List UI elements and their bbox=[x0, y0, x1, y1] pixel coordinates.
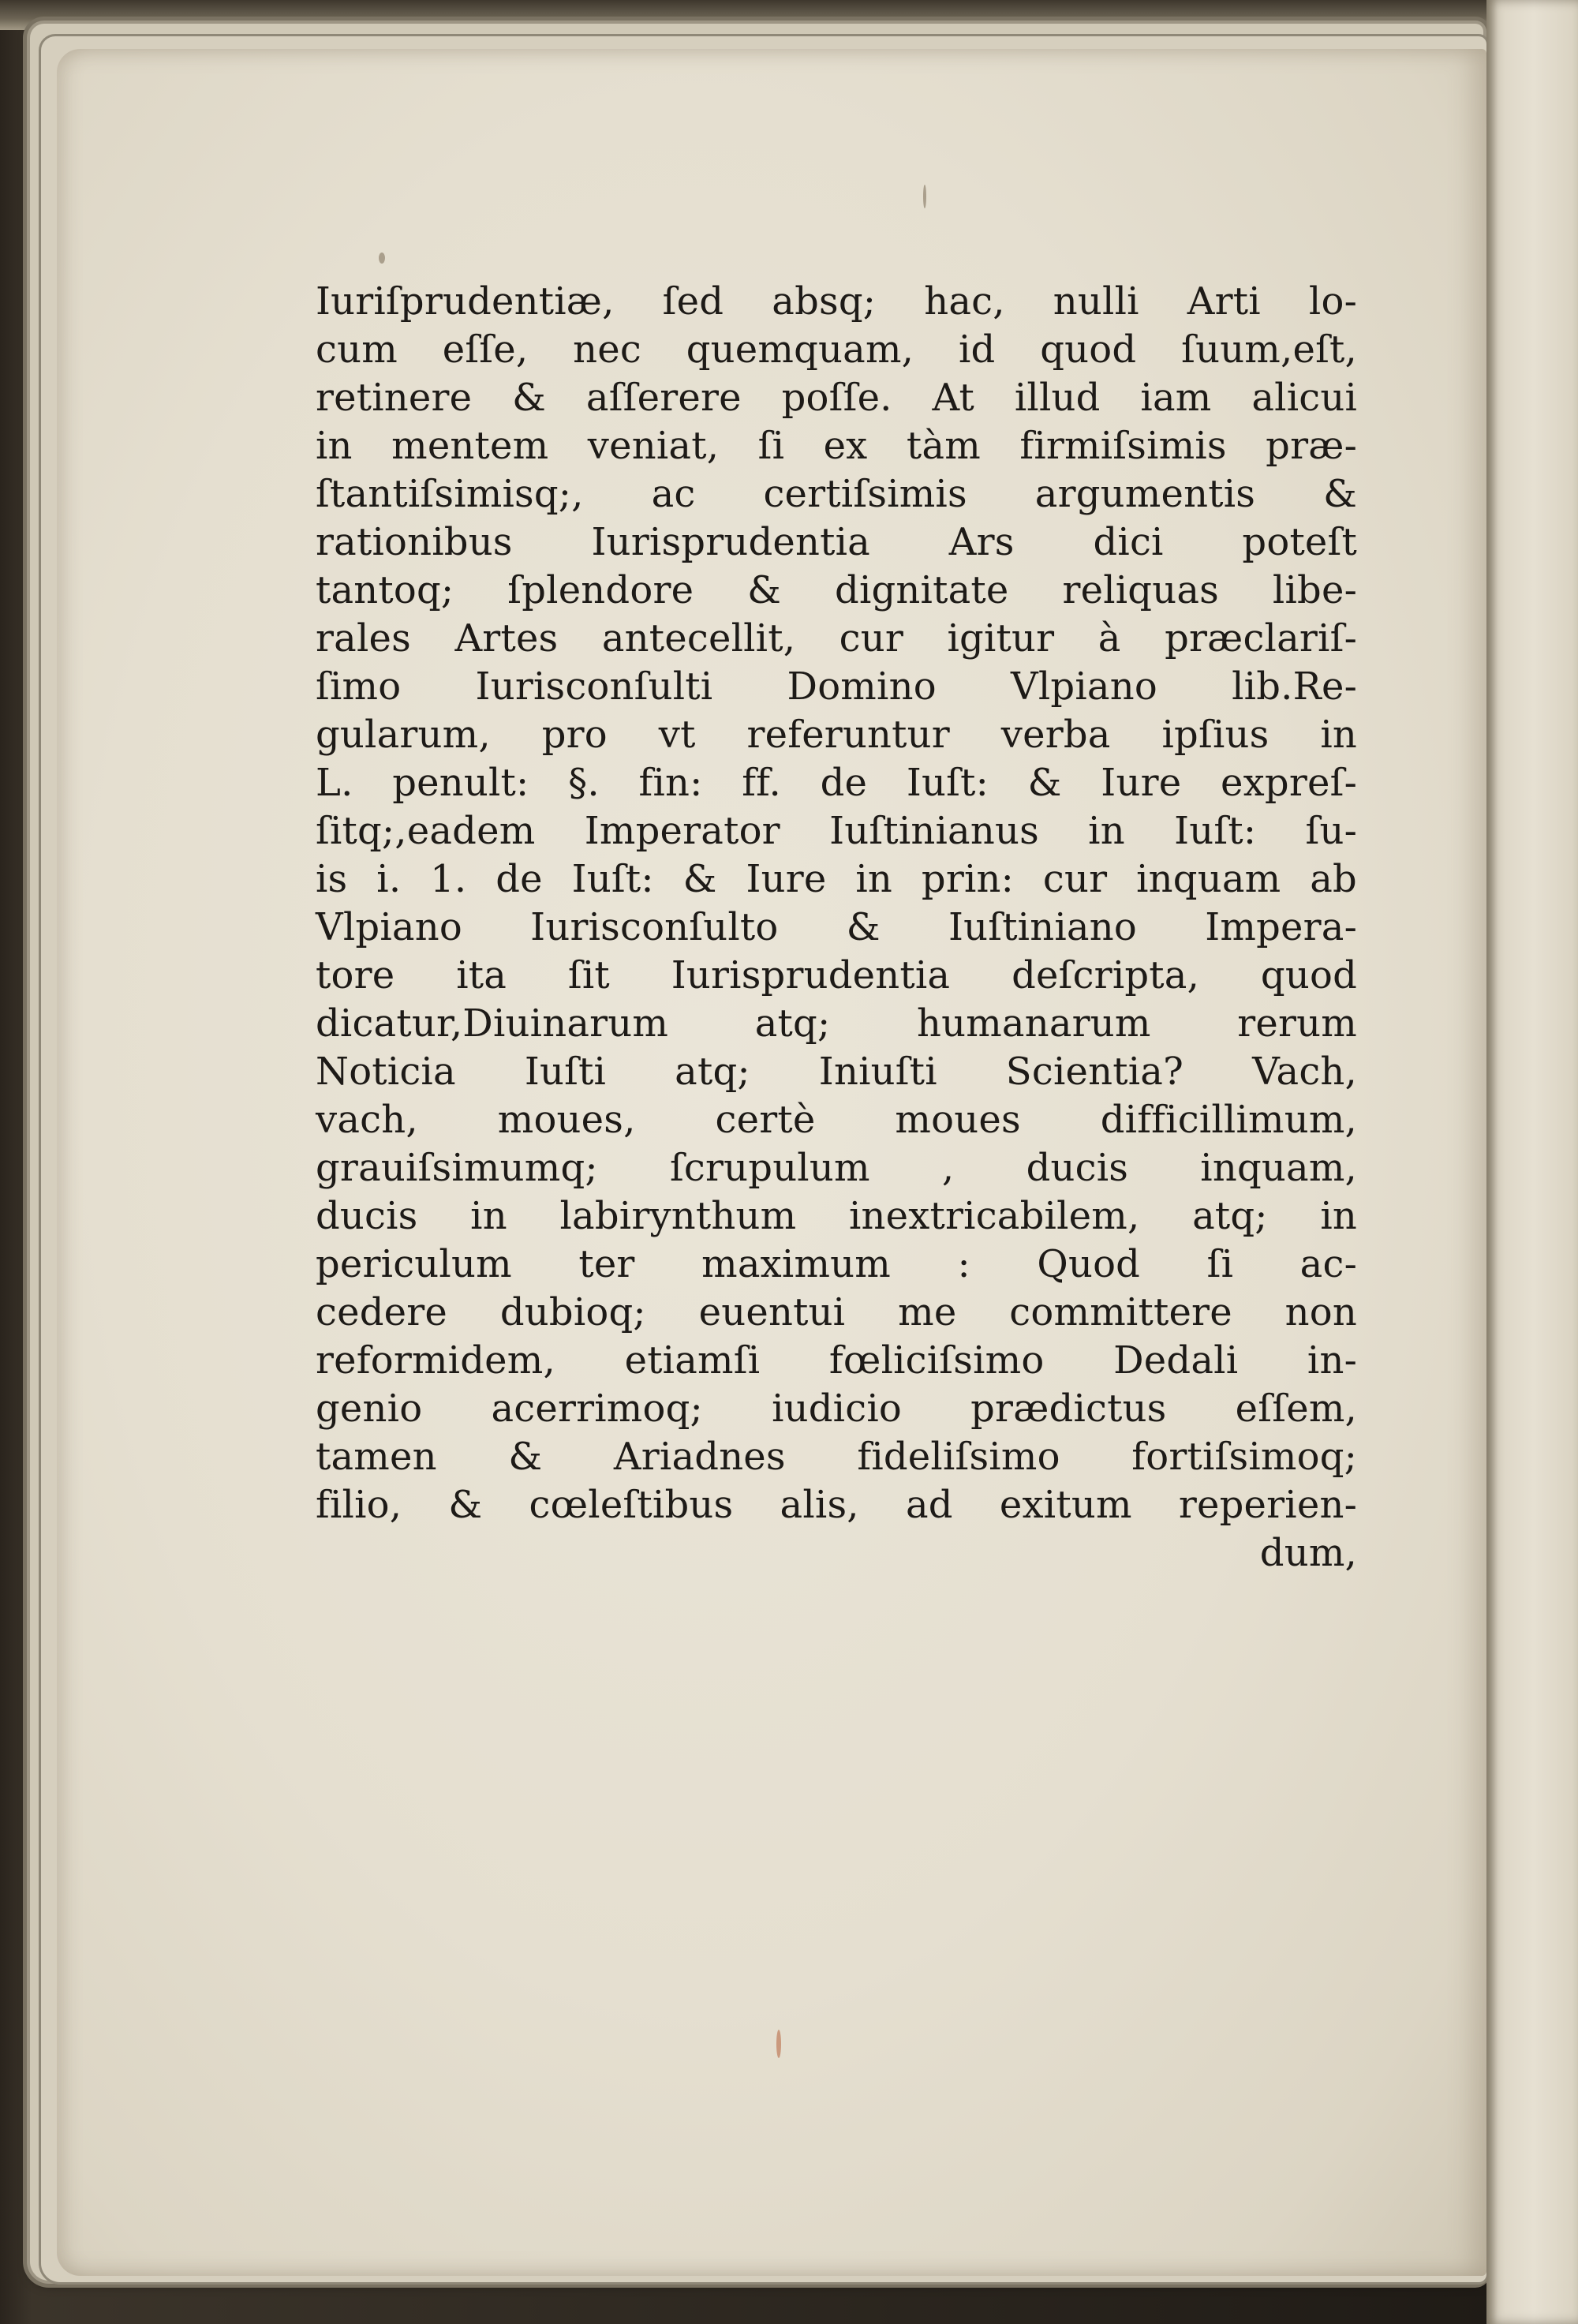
latin-text-block bbox=[316, 278, 1357, 1577]
text-line: genio acerrimoq; iudicio prædictus eſſem, bbox=[316, 1387, 1357, 1431]
text-line: retinere & aſſerere poſſe. At illud iam alicui bbox=[316, 376, 1357, 420]
catchword: dum, bbox=[1259, 1531, 1357, 1575]
text-line: in mentem veniat, ſi ex tàm firmiſsimis præ- bbox=[316, 424, 1357, 468]
text-line: reformidem, etiamſi fœliciſsimo Dedali in- bbox=[316, 1338, 1357, 1383]
text-line: tore ita ſit Iurisprudentia deſcripta, quod bbox=[316, 953, 1357, 997]
text-line: periculum ter maximum : Quod ſi ac- bbox=[316, 1242, 1357, 1286]
text-line: Iuriſprudentiæ, ſed absq; hac, nulli Arti lo- bbox=[316, 279, 1357, 324]
text-line: gularum, pro vt referuntur verba ipſius in bbox=[316, 713, 1357, 757]
text-line: rationibus Iurisprudentia Ars dici poteſt bbox=[316, 520, 1357, 564]
text-line: dicatur,Diuinarum atq; humanarum rerum bbox=[316, 1001, 1357, 1046]
ink-speck bbox=[776, 2030, 781, 2058]
text-line: tamen & Ariadnes fideliſsimo fortiſsimoq; bbox=[316, 1435, 1357, 1479]
text-line: is i. 1. de Iuſt: & Iure in prin: cur inquam ab bbox=[316, 857, 1357, 901]
text-line: tantoq; ſplendore & dignitate reliquas libe- bbox=[316, 568, 1357, 612]
facing-page-edge bbox=[1486, 0, 1578, 2324]
ink-speck bbox=[379, 253, 385, 264]
text-line: filio, & cœleſtibus alis, ad exitum reperien- bbox=[316, 1483, 1357, 1527]
text-line: rales Artes antecellit, cur igitur à præclariſ- bbox=[316, 616, 1357, 661]
text-line: ſitq;,eadem Imperator Iuſtinianus in Iuſt: ſu- bbox=[316, 809, 1357, 853]
text-line: ſtantiſsimisq;, ac certiſsimis argumentis & bbox=[316, 472, 1357, 516]
text-line: ducis in labirynthum inextricabilem, atq; in bbox=[316, 1194, 1357, 1238]
text-line: cum eſſe, nec quemquam, id quod ſuum,eſt, bbox=[316, 327, 1357, 372]
text-line: L. penult: §. fin: ff. de Iuſt: & Iure expreſ- bbox=[316, 761, 1357, 805]
text-line: cedere dubioq; euentui me committere non bbox=[316, 1290, 1357, 1334]
text-line: ſimo Iurisconſulti Domino Vlpiano lib.Re- bbox=[316, 664, 1357, 709]
ink-speck bbox=[923, 185, 926, 208]
text-line: grauiſsimumq; ſcrupulum , ducis inquam, bbox=[316, 1146, 1357, 1190]
text-line: Vlpiano Iurisconſulto & Iuſtiniano Impera- bbox=[316, 905, 1357, 949]
text-line: Noticia Iuſti atq; Iniuſti Scientia? Vach, bbox=[316, 1050, 1357, 1094]
text-line: vach, moues, certè moues difficillimum, bbox=[316, 1098, 1357, 1142]
